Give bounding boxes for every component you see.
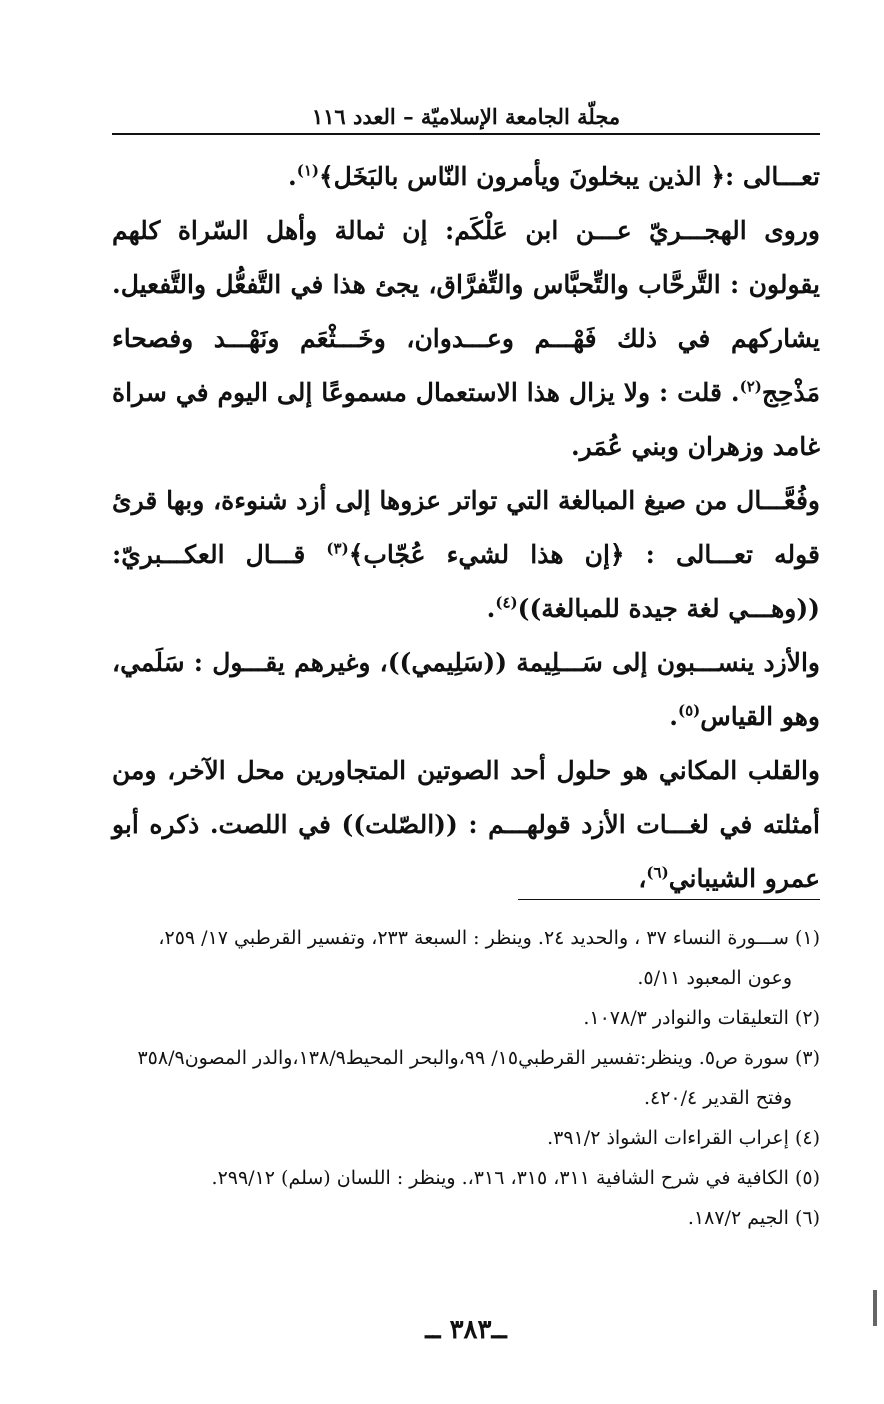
paragraph-1-text: تعـــالى :﴿ الذين يبخلونَ ويأمرون النّاس بالبَخَل﴾: [319, 162, 820, 191]
paragraph-5: [112, 744, 820, 906]
footnote-1-continued: وعون المعبود ٥/١١.: [637, 967, 792, 989]
footnote-ref-4: (٤): [495, 593, 518, 612]
paragraph-1-end: .: [288, 162, 297, 191]
paragraph-1: [112, 150, 820, 204]
paragraph-4-end: .: [669, 702, 678, 731]
footnote-4: (٤) إعراب القراءات الشواذ ٣٩١/٢.: [547, 1127, 820, 1149]
footnote-3-continued: وفتح القدير ٤٢٠/٤.: [643, 1087, 792, 1109]
paragraph-3-quote: قـــال العكـــبريّ: ((وهـــي لغة جيدة للمبالغة)): [112, 540, 820, 623]
footnote-3: (٣) سورة ص٥. وينظر:تفسير القرطبي١٥/ ٩٩،والبحر المحيط١٣٨/٩،والدر المصون٣٥٨/٩: [137, 1047, 820, 1069]
paragraph-2: [112, 204, 820, 474]
footnote-ref-1: (١): [296, 161, 319, 180]
main-text: [112, 150, 820, 906]
footnote-5: (٥) الكافية في شرح الشافية ٣١١، ٣١٥، ٣١٦،. وينظر : اللسان (سلم) ٢٩٩/١٢.: [211, 1167, 820, 1189]
paragraph-3: [112, 474, 820, 636]
edge-mark: [873, 1290, 877, 1326]
footnote-divider: [518, 899, 820, 900]
journal-header: مجلّة الجامعة الإسلاميّة – العدد ١١٦: [311, 104, 621, 129]
footnote-2: (٢) التعليقات والنوادر ١٠٧٨/٣.: [583, 1007, 820, 1029]
paragraph-3-text: وفُعَّـــال من صيغ المبالغة التي تواتر عزوها إلى أزد شنوءة، وبها قرئ قوله تعـــالى : ﴿إن هذا لشيء عُجّاب﴾: [112, 486, 820, 569]
paragraph-5-end: ،: [638, 864, 647, 893]
footnote-1: (١) ســـورة النساء ٣٧ ، والحديد ٢٤. وينظر : السبعة ٢٣٣، وتفسير القرطبي ١٧/ ٢٥٩،: [158, 927, 820, 949]
footnote-ref-6: (٦): [646, 863, 669, 882]
footnotes: [112, 918, 820, 1238]
footnote-ref-3: (٣): [326, 539, 349, 558]
paragraph-4: [112, 636, 820, 744]
header-divider: [112, 133, 820, 135]
footnote-ref-2: (٢): [739, 377, 762, 396]
paragraph-5-text: والقلب المكاني هو حلول أحد الصوتين المتجاورين محل الآخر، ومن أمثلته في لغـــات الأزد قولهـــم : ((الصّلت)) في اللصت. ذكره أبو عمرو الشيباني: [112, 756, 820, 893]
paragraph-2-end: . قلت : ولا يزال هذا الاستعمال مسموعًا إلى اليوم في سراة غامد وزهران وبني عُمَر.: [112, 378, 820, 461]
page-number: ــ٣٨٣ ــ: [425, 1315, 507, 1345]
footnote-6: (٦) الجيم ١٨٧/٢.: [687, 1207, 820, 1229]
paragraph-3-end: .: [486, 594, 496, 623]
paragraph-4-text: والأزد ينســـبون إلى سَـــلِيمة ((سَلِيمي))، وغيرهم يقـــول : سَلَمي، وهو القياس: [112, 648, 820, 731]
footnote-ref-5: (٥): [677, 701, 701, 720]
paragraph-2-text: وروى الهجـــريّ عـــن ابن عَلْكَم: إن ثمالة وأهل السّراة كلهم يقولون : التَّرحَّاب والتِّحبَّاس والتِّفرَّاق، يجئ هذا في التَّفعُّل والتَّفعيل. يشاركهم في ذلك فَهْـــم وعـــدوان، وخَـــثْعَم ونَهْـــد وفصحاء مَذْحِج: [112, 216, 820, 407]
